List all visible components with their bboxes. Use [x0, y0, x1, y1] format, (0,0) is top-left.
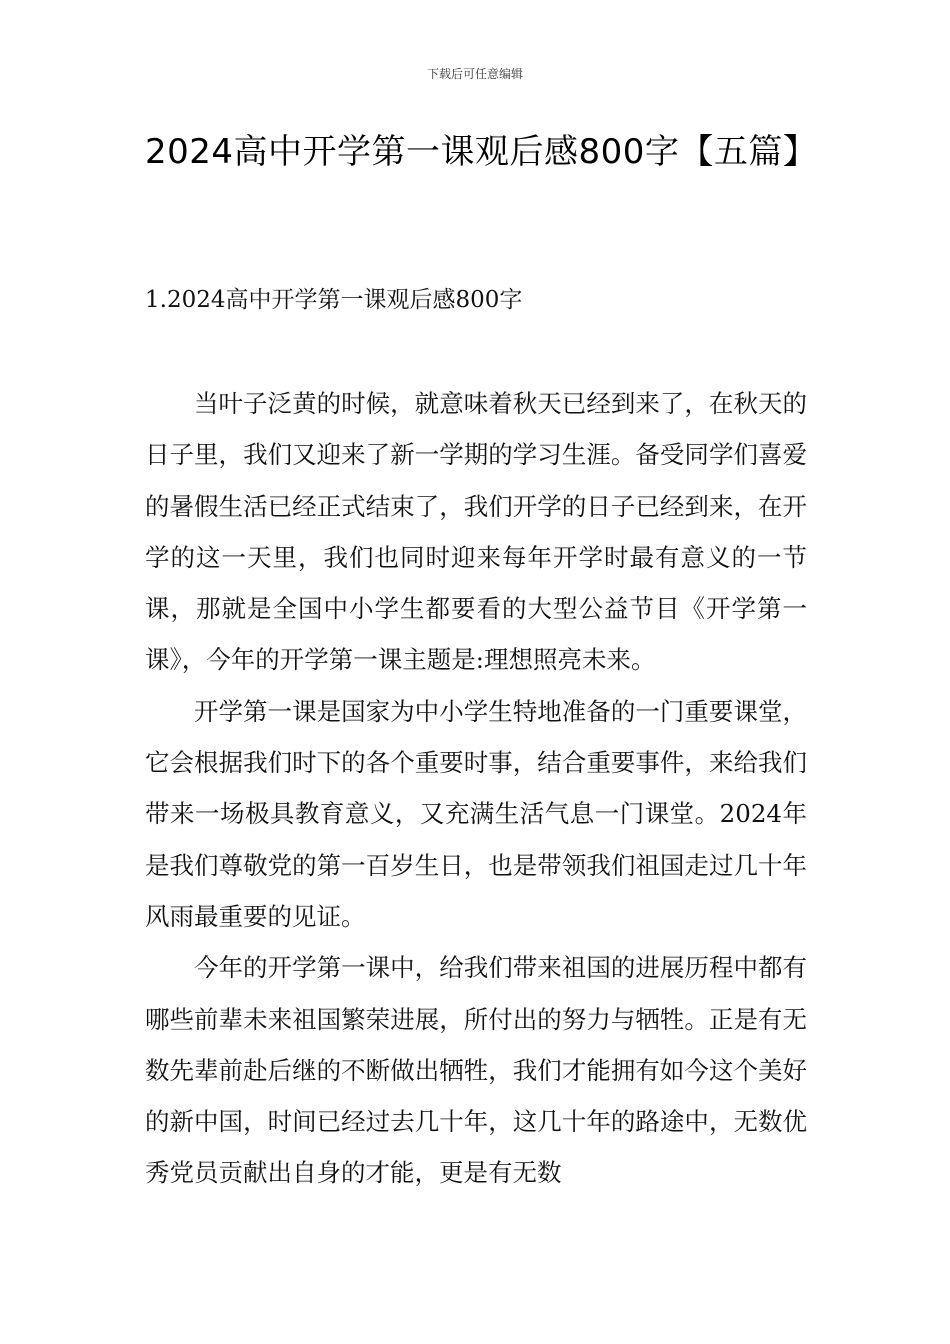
- section-heading: 1.2024高中开学第一课观后感800字: [145, 287, 523, 313]
- paragraph: 今年的开学第一课中，给我们带来祖国的进展历程中都有哪些前辈未来祖国繁荣进展，所付出的努力与牺牲。正是有无数先辈前赴后继的不断做出牺牲，我们才能拥有如今这个美好的新中国，时间已经过去几十年，这几十年的路途中，无数优秀党员贡献出自身的才能，更是有无数: [145, 953, 807, 1188]
- header-note: 下载后可任意编辑: [426, 67, 523, 81]
- paragraph: 开学第一课是国家为中小学生特地准备的一门重要课堂，它会根据我们时下的各个重要时事，结合重要事件，来给我们带来一场极具教育意义，又充满生活气息一门课堂。2024年是我们尊敬党的第一百岁生日，也是带领我们祖国走过几十年风雨最重要的见证。: [145, 696, 807, 931]
- document-title: 2024高中开学第一课观后感800字【五篇】: [145, 132, 818, 172]
- paragraph: 当叶子泛黄的时候，就意味着秋天已经到来了，在秋天的日子里，我们又迎来了新一学期的学习生涯。备受同学们喜爱的暑假生活已经正式结束了，我们开学的日子已经到来，在开学的这一天里，我们也同时迎来每年开学时最有意义的一节课，那就是全国中小学生都要看的大型公益节目《开学第一课》，今年的开学第一课主题是:理想照亮未来。: [145, 389, 807, 675]
- article-body: [145, 378, 807, 1199]
